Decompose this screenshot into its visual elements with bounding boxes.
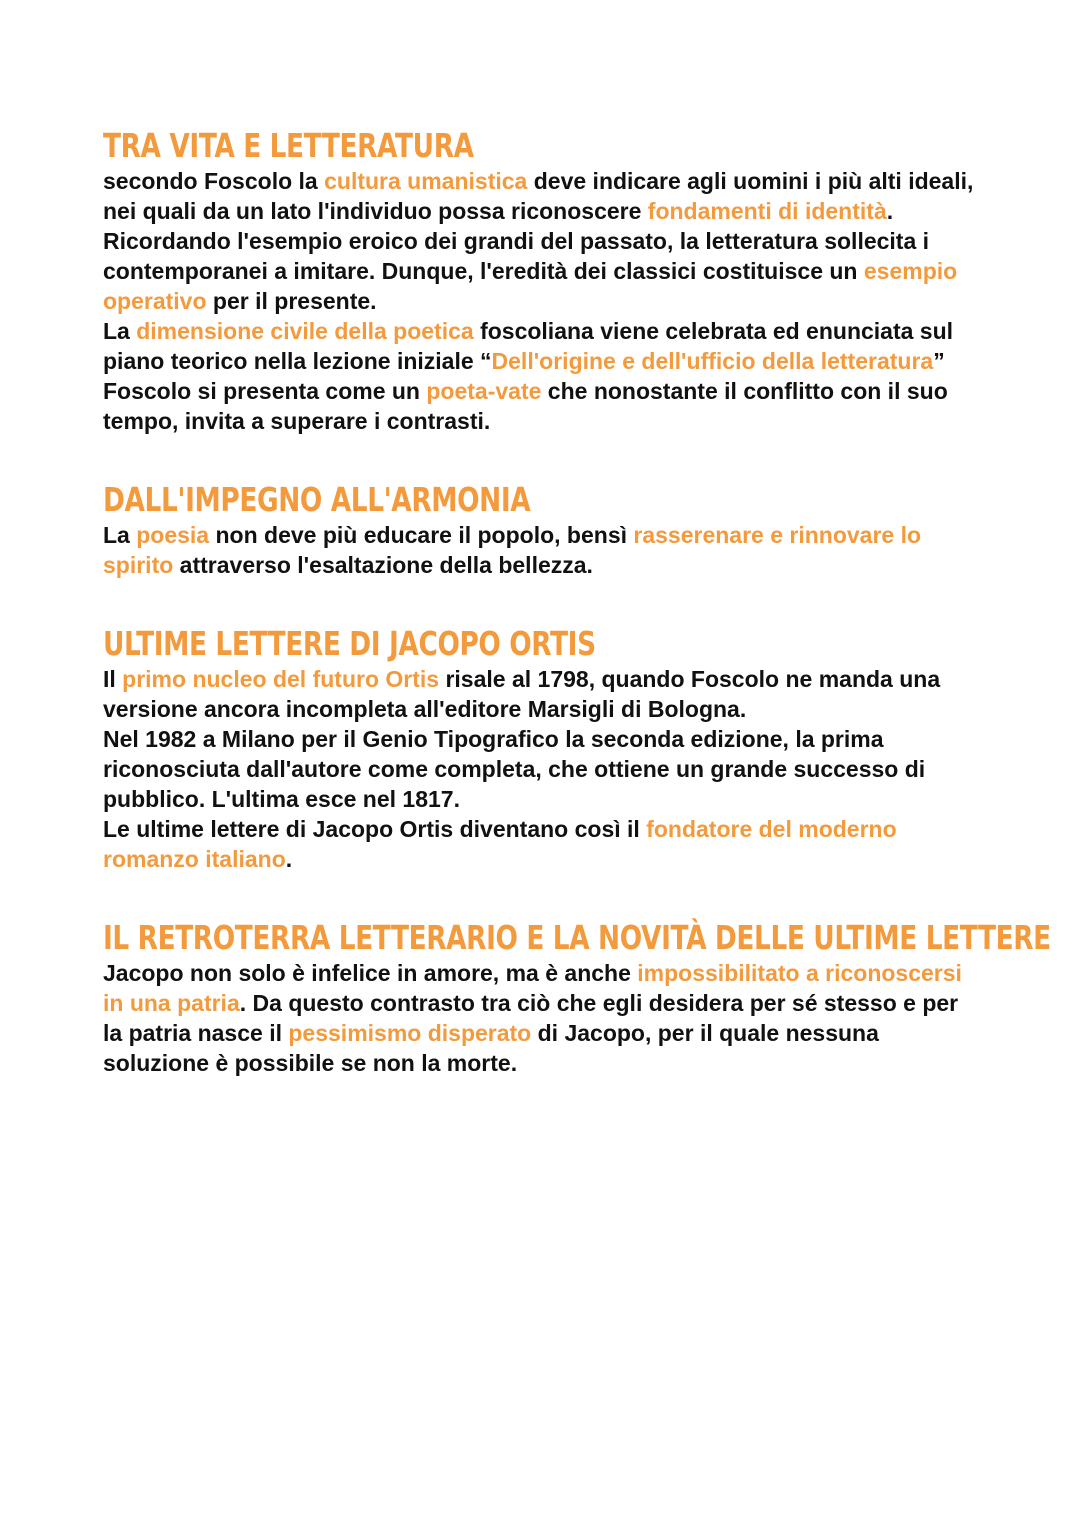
- paragraph: [103, 316, 983, 376]
- highlighted-term: impossibilitato a riconoscersi in una patria: [103, 960, 962, 1016]
- highlighted-term: pessimismo disperato: [288, 1020, 532, 1046]
- paragraph: [103, 376, 983, 436]
- text-run: Nel 1982 a Milano per il Genio Tipografico la seconda edizione, la prima riconosciuta dall'autore come completa, che ottiene un grande successo di pubblico. L'ultima esce nel 1817.: [103, 726, 926, 812]
- highlighted-term: Dell'origine e dell'ufficio della letteratura: [491, 348, 934, 374]
- text-run: deve indicare agli uomini i più alti ideali, nei quali da un lato l'individuo possa riconoscere: [103, 168, 974, 224]
- text-run: .: [285, 846, 293, 872]
- text-run: . Da questo contrasto tra ciò che egli desidera per sé stesso e per la patria nasce il: [103, 990, 959, 1046]
- highlighted-term: poeta-vate: [426, 378, 542, 404]
- highlighted-term: poesia: [136, 522, 210, 548]
- text-run: secondo Foscolo la: [103, 168, 325, 194]
- paragraph: [103, 814, 983, 874]
- highlighted-term: rasserenare e rinnovare lo spirito: [103, 522, 922, 578]
- text-run: La: [103, 522, 137, 548]
- section-title: IL RETROTERRA LETTERARIO E LA NOVITÀ DELLE ULTIME LETTERE: [103, 918, 1051, 957]
- highlighted-term: cultura umanistica: [324, 168, 528, 194]
- text-run: Jacopo non solo è infelice in amore, ma è anche: [103, 960, 638, 986]
- text-run: Il: [103, 666, 123, 692]
- paragraph: [103, 958, 983, 1078]
- text-run: . Ricordando l'esempio eroico dei grandi del passato, la letteratura sollecita i contemporanei a imitare. Dunque, l'eredità dei classici costituisce un: [103, 198, 930, 284]
- text-run: La: [103, 318, 137, 344]
- highlighted-term: dimensione civile della poetica: [136, 318, 474, 344]
- text-run: di Jacopo, per il quale nessuna soluzione è possibile se non la morte.: [103, 1020, 879, 1076]
- highlighted-term: fondamenti di identità: [647, 198, 887, 224]
- paragraph: [103, 724, 983, 814]
- paragraph: [103, 520, 983, 580]
- text-run: attraverso l'esaltazione della bellezza.: [173, 552, 593, 578]
- section-title: TRA VITA E LETTERATURA: [103, 126, 474, 165]
- text-run: Foscolo si presenta come un: [103, 378, 427, 404]
- section-retroterra: [103, 918, 1051, 1078]
- paragraph: [103, 166, 983, 316]
- section-ultime-lettere: [103, 626, 983, 874]
- text-run: Le ultime lettere di Jacopo Ortis diventano così il: [103, 816, 647, 842]
- section-tra-vita: [103, 128, 983, 436]
- text-run: che nonostante il conflitto con il suo tempo, invita a superare i contrasti.: [103, 378, 948, 434]
- text-run: non deve più educare il popolo, bensì: [209, 522, 634, 548]
- text-run: foscoliana viene celebrata ed enunciata sul piano teorico nella lezione iniziale “: [103, 318, 954, 374]
- highlighted-term: fondatore del moderno romanzo italiano: [103, 816, 897, 872]
- text-run: per il presente.: [206, 288, 377, 314]
- text-run: ”: [933, 348, 945, 374]
- paragraph: [103, 664, 983, 724]
- section-impegno-armonia: [103, 482, 983, 580]
- highlighted-term: esempio operativo: [103, 258, 958, 314]
- text-run: risale al 1798, quando Foscolo ne manda una versione ancora incompleta all'editore Marsigli di Bologna.: [103, 666, 941, 722]
- section-title: DALL'IMPEGNO ALL'ARMONIA: [103, 480, 531, 519]
- notes-page: [103, 126, 1051, 1124]
- highlighted-term: primo nucleo del futuro Ortis: [122, 666, 440, 692]
- section-title: ULTIME LETTERE DI JACOPO ORTIS: [103, 624, 596, 663]
